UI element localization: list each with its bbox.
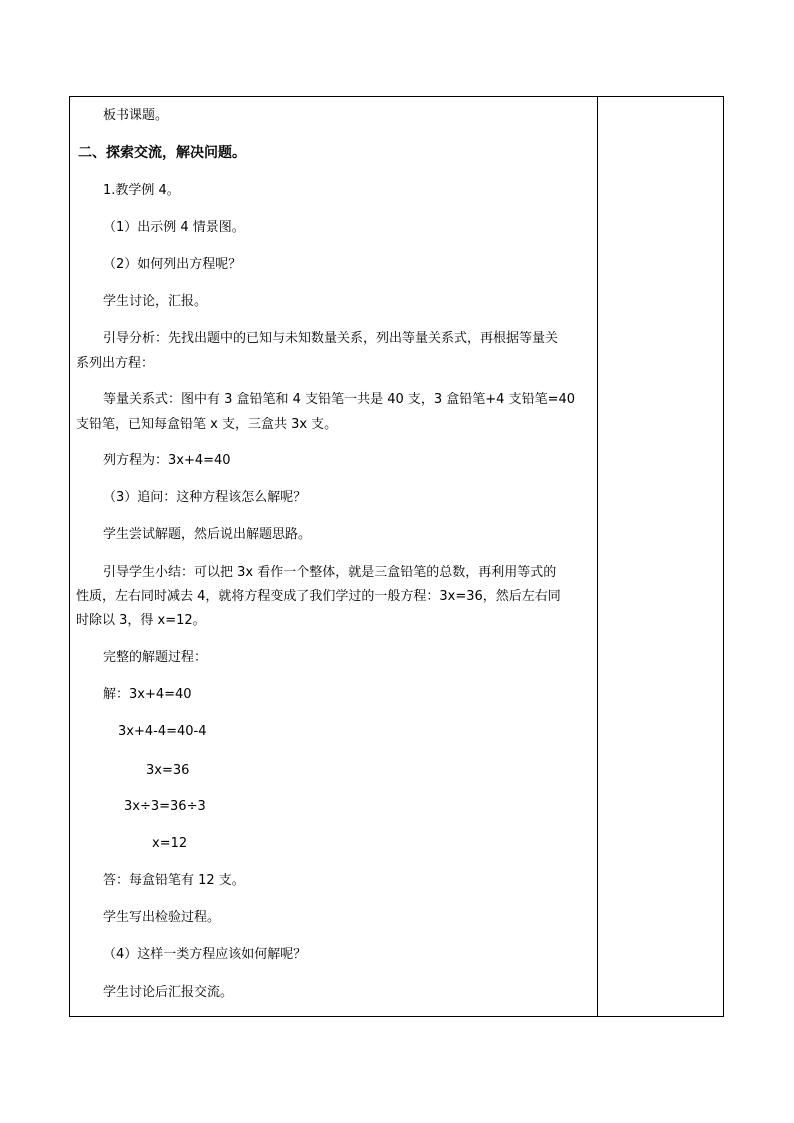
equation-line: 列方程为：3x+4=40 <box>103 453 231 468</box>
notes-column <box>598 97 723 1016</box>
text-line: 完整的解题过程： <box>103 650 208 665</box>
equation-line: x=12 <box>152 836 188 851</box>
equation-line: 3x÷3=36÷3 <box>124 799 206 814</box>
equation-line: 解：3x+4=40 <box>103 687 192 702</box>
text-line: （1）出示例 4 情景图。 <box>103 220 245 235</box>
text-line: 板书课题。 <box>103 108 169 123</box>
text-line: 时除以 3，得 x=12。 <box>76 613 206 628</box>
text-line: 1.教学例 4。 <box>103 183 180 198</box>
text-line: （3）追问：这种方程该怎么解呢？ <box>103 490 307 505</box>
equation-line: 3x+4-4=40-4 <box>118 724 207 739</box>
equation-line: 3x=36 <box>146 763 190 778</box>
text-line: 引导分析：先找出题中的已知与未知数量关系，列出等量关系式，再根据等量关 <box>103 331 559 346</box>
section-heading: 二、探索交流，解决问题。 <box>78 145 246 161</box>
text-line: 性质，左右同时减去 4，就将方程变成了我们学过的一般方程：3x=36，然后左右同 <box>76 589 561 604</box>
text-line: 引导学生小结：可以把 3x 看作一个整体，就是三盒铅笔的总数，再利用等式的 <box>103 565 557 580</box>
text-line: 学生尝试解题，然后说出解题思路。 <box>103 527 312 542</box>
text-line: 学生讨论后汇报交流。 <box>103 985 234 1000</box>
answer-line: 答：每盒铅笔有 12 支。 <box>103 873 245 888</box>
text-line: 学生讨论，汇报。 <box>103 294 208 309</box>
text-line: 系列出方程： <box>76 356 155 371</box>
lesson-plan-table <box>69 96 724 1017</box>
text-line: （2）如何列出方程呢？ <box>103 257 242 272</box>
text-line: 支铅笔，已知每盒铅笔 x 支，三盒共 3x 支。 <box>76 417 338 432</box>
text-line: 学生写出检验过程。 <box>103 910 221 925</box>
text-line: 等量关系式：图中有 3 盒铅笔和 4 支铅笔一共是 40 支，3 盒铅笔+4 支铅笔=40 <box>103 392 576 407</box>
text-line: （4）这样一类方程应该如何解呢？ <box>103 947 307 962</box>
